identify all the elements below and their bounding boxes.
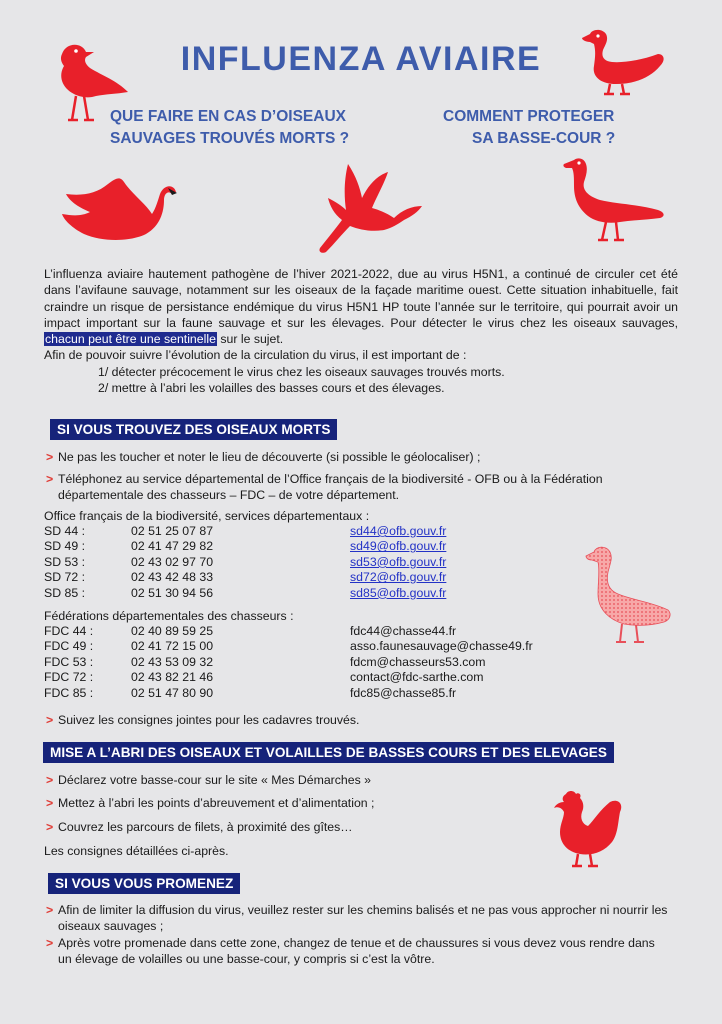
fdc-contacts-table — [44, 624, 533, 701]
phone-cell: 02 43 02 97 70 — [131, 554, 214, 569]
subtitle-left-line1: QUE FAIRE EN CAS D’OISEAUX — [110, 108, 346, 125]
table-row — [44, 624, 533, 639]
phone-cell: 02 51 25 07 87 — [131, 524, 214, 538]
details-note: Les consignes détaillées ci-après. — [44, 844, 229, 858]
flying-goose-icon — [314, 162, 424, 258]
email-link[interactable]: sd49@ofb.gouv.fr — [350, 539, 447, 554]
list-item — [46, 713, 680, 729]
dept-cell: FDC 49 : — [44, 639, 94, 654]
bullet-marker: > — [46, 903, 54, 917]
phone-cell: 02 43 53 09 32 — [131, 654, 214, 669]
dept-cell: SD 72 : — [44, 570, 86, 585]
duck-icon — [578, 28, 666, 98]
phone-cell: 02 43 42 48 33 — [131, 570, 214, 585]
patterned-goose-icon — [584, 546, 672, 646]
subtitle-right-line2: SA BASSE-COUR ? — [472, 130, 616, 147]
phone-cell: 02 51 30 94 56 — [131, 585, 214, 600]
table-row — [44, 524, 446, 539]
list-item — [46, 472, 680, 503]
dept-cell: FDC 72 : — [44, 670, 94, 685]
bullet-marker: > — [46, 936, 54, 950]
bullet-text: Couvrez les parcours de filets, à proximité des gîtes… — [58, 820, 353, 834]
table-row — [44, 586, 446, 601]
intro-highlight: chacun peut être une sentinelle — [45, 332, 216, 347]
bullet-text: Après votre promenade dans cette zone, changez de tenue et de chaussures si vous devez vous rendre dans un élevage de volailles ou une basse-cour, y compris si c’est la vôtre. — [58, 936, 655, 966]
bullet-text: Déclarez votre basse-cour sur le site « Mes Démarches » — [58, 773, 372, 787]
bullet-text: Suivez les consignes jointes pour les cadavres trouvés. — [58, 713, 360, 727]
dept-cell: FDC 85 : — [44, 685, 94, 700]
bullet-text: Mettez à l’abri les points d’abreuvement et d’alimentation ; — [58, 796, 375, 810]
intro-text — [44, 266, 678, 396]
intro-goal: Afin de pouvoir suivre l’évolution de la circulation du virus, il est important de : — [44, 348, 467, 363]
table-row — [44, 655, 533, 670]
intro-point-2: 2/ mettre à l’abri les volailles des basses cours et des élevages. — [98, 381, 445, 396]
email-link[interactable]: sd72@ofb.gouv.fr — [350, 570, 447, 585]
list-item — [46, 820, 680, 836]
bullet-text: Téléphonez au service départemental de l’Office français de la biodiversité - OFB ou à la Fédération départementale des chasseurs – FDC – de votre département. — [58, 472, 603, 502]
subtitle-dead-birds — [110, 106, 410, 150]
dept-cell: FDC 53 : — [44, 654, 94, 669]
list-item — [46, 903, 680, 934]
dept-cell: SD 49 : — [44, 539, 86, 554]
gull-icon — [48, 38, 130, 124]
bullet-marker: > — [46, 796, 54, 810]
email-cell: fdcm@chasseurs53.com — [350, 654, 486, 669]
bullet-marker: > — [46, 713, 54, 727]
list-item — [46, 936, 680, 967]
list-item — [46, 450, 680, 466]
subtitle-left-line2: SAUVAGES TROUVÉS MORTS ? — [110, 130, 350, 147]
phone-cell: 02 41 72 15 00 — [131, 639, 214, 654]
dept-cell: SD 44 : — [44, 524, 86, 538]
table-row — [44, 539, 446, 554]
fdc-title: Fédérations départementales des chasseurs : — [44, 609, 294, 623]
phone-cell: 02 51 47 80 90 — [131, 685, 214, 700]
table-row — [44, 570, 446, 585]
bullet-text: Afin de limiter la diffusion du virus, veuillez rester sur les chemins balisés et ne pas vous approcher ni nourrir les oiseaux sauvages ; — [58, 903, 668, 933]
intro-part2: sur le sujet. — [216, 332, 284, 347]
dept-cell: SD 53 : — [44, 554, 86, 569]
section-heading-walking: SI VOUS VOUS PROMENEZ — [48, 873, 240, 894]
phone-cell: 02 41 47 29 82 — [131, 539, 214, 554]
table-row — [44, 686, 533, 701]
email-link[interactable]: sd85@ofb.gouv.fr — [350, 585, 447, 600]
email-cell: fdc85@chasse85.fr — [350, 685, 457, 700]
section-heading-dead-birds: SI VOUS TROUVEZ DES OISEAUX MORTS — [50, 419, 337, 440]
bullet-marker: > — [46, 820, 54, 834]
email-link[interactable]: sd44@ofb.gouv.fr — [350, 524, 447, 538]
bullet-marker: > — [46, 450, 54, 464]
table-row — [44, 670, 533, 685]
bullet-marker: > — [46, 773, 54, 787]
bullet-text: Ne pas les toucher et noter le lieu de découverte (si possible le géolocaliser) ; — [58, 450, 481, 464]
list-item — [46, 773, 680, 789]
dept-cell: FDC 44 : — [44, 624, 94, 638]
email-link[interactable]: sd53@ofb.gouv.fr — [350, 554, 447, 569]
email-cell: contact@fdc-sarthe.com — [350, 670, 484, 685]
phone-cell: 02 43 82 21 46 — [131, 670, 214, 685]
subtitle-protect-poultry — [443, 106, 663, 150]
bullet-marker: > — [46, 472, 54, 486]
email-cell: asso.faunesauvage@chasse49.fr — [350, 639, 533, 654]
intro-part1: L’influenza aviaire hautement pathogène de l’hiver 2021-2022, due au virus H5N1, a continué de circuler cet été dans l’avifaune sauvage, notamment sur les oiseaux de la façade maritime ouest. Cette situation inhabituelle, fait craindre un risque de persistance endémique du virus H5N1 HP toute l’année sur le territoire, qui pourrait avoir un impact important sur la faune sauvage et sur les élevages. Pour détecter le virus chez les oiseaux sauvages, — [44, 267, 678, 330]
email-cell: fdc44@chasse44.fr — [350, 624, 457, 638]
list-item — [46, 796, 680, 812]
table-row — [44, 639, 533, 654]
ofb-title: Office français de la biodiversité, services départementaux : — [44, 509, 370, 523]
goose-icon — [562, 158, 668, 244]
intro-point-1: 1/ détecter précocement le virus chez les oiseaux sauvages trouvés morts. — [98, 364, 505, 379]
ofb-contacts-table — [44, 524, 446, 601]
subtitle-right-line1: COMMENT PROTEGER — [443, 108, 615, 125]
phone-cell: 02 40 89 59 25 — [131, 624, 214, 638]
swan-icon — [60, 174, 178, 244]
section-heading-shelter: MISE A L’ABRI DES OISEAUX ET VOLAILLES DE BASSES COURS ET DES ELEVAGES — [43, 742, 614, 763]
page-title: INFLUENZA AVIAIRE — [180, 40, 542, 78]
table-row — [44, 555, 446, 570]
dept-cell: SD 85 : — [44, 585, 86, 600]
